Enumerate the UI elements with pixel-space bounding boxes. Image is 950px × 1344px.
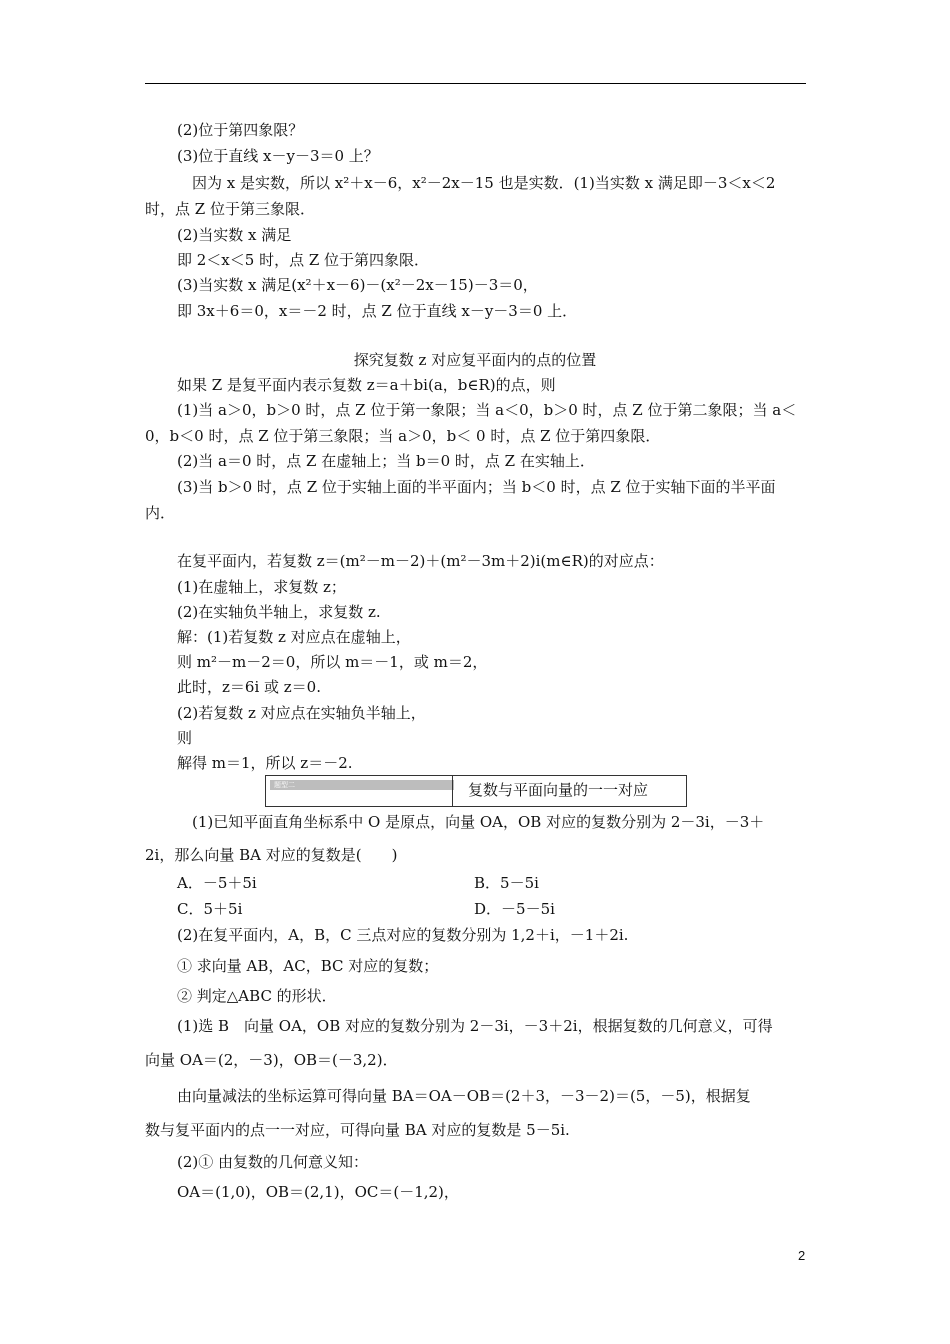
text-line: ② 判定△ABC 的形状． (177, 987, 337, 1005)
text-line: (3)位于直线 x－y－3＝0 上？ (177, 147, 379, 165)
text-line: 在复平面内，若复数 z＝(m²－m－2)＋(m²－3m＋2)i(m∈R)的对应点： (177, 552, 664, 570)
text-line: 解：(1)若复数 z 对应点在虚轴上， (177, 628, 411, 646)
text-line: 2i，那么向量 BA 对应的复数是( ) (145, 846, 398, 864)
text-line: (1)选 B 向量 OA，OB 对应的复数分别为 2－3i，－3＋2i，根据复数的几何意义，可得 (177, 1017, 773, 1035)
text-line: (2)① 由复数的几何意义知： (177, 1153, 369, 1171)
text-line: (2)若复数 z 对应点在实轴负半轴上， (177, 704, 426, 722)
text-line: D．－5－5i (474, 900, 555, 918)
header-rule (145, 83, 806, 84)
text-line: 解得 m＝1，所以 z＝－2. (177, 754, 353, 772)
text-line: 因为 x 是实数，所以 x²＋x－6，x²－2x－15 也是实数．(1)当实数 x 满足即－3＜x＜2 (192, 174, 776, 192)
text-line: OA＝(1,0)，OB＝(2,1)，OC＝(－1,2)， (177, 1183, 459, 1201)
section-heading: 探究复数 z 对应复平面内的点的位置 (353, 351, 597, 369)
text-line: (2)在复平面内，A，B，C 三点对应的复数分别为 1,2＋i，－1＋2i. (177, 926, 629, 944)
text-line: 此时，z＝6i 或 z＝0. (177, 678, 321, 696)
text-line: 即 3x＋6＝0，x＝－2 时，点 Z 位于直线 x－y－3＝0 上． (177, 302, 578, 320)
text-line: (2)在实轴负半轴上，求复数 z. (177, 603, 381, 621)
page-number: 2 (798, 1248, 806, 1263)
text-line: 向量 OA＝(2，－3)，OB＝(－3,2)． (145, 1051, 398, 1069)
text-line: (1)已知平面直角坐标系中 O 是原点，向量 OA，OB 对应的复数分别为 2－3i，－3＋ (192, 813, 765, 831)
section-banner (265, 775, 687, 807)
text-line: 0，b＜0 时，点 Z 位于第三象限；当 a＞0，b＜ 0 时，点 Z 位于第四象限． (145, 427, 661, 445)
text-line: (2)位于第四象限？ (177, 121, 304, 139)
text-line: 时，点 Z 位于第三象限． (145, 200, 315, 218)
text-line: 则 m²－m－2＝0，所以 m＝－1，或 m＝2， (177, 653, 488, 671)
text-line: B．5－5i (474, 874, 539, 892)
text-line: 由向量减法的坐标运算可得向量 BA＝OA－OB＝(2＋3，－3－2)＝(5，－5)，根据复 (177, 1087, 751, 1105)
text-line: 数与复平面内的点一一对应，可得向量 BA 对应的复数是 5－5i. (145, 1121, 570, 1139)
text-line: (1)当 a＞0，b＞0 时，点 Z 位于第一象限；当 a＜0，b＞0 时，点 Z 位于第二象限；当 a＜ (177, 401, 797, 419)
section-tag: 题型二 (270, 780, 454, 790)
text-line: 内． (145, 504, 176, 522)
text-line: A．－5＋5i (177, 874, 257, 892)
text-line: (2)当实数 x 满足 (177, 226, 292, 244)
banner-divider (452, 776, 453, 806)
text-line: (3)当 b＞0 时，点 Z 位于实轴上面的半平面内；当 b＜0 时，点 Z 位于实轴下面的半平面 (177, 478, 776, 496)
text-line: (3)当实数 x 满足(x²＋x－6)－(x²－2x－15)－3＝0， (177, 276, 538, 294)
text-line: ① 求向量 AB，AC，BC 对应的复数； (177, 957, 439, 975)
text-line: 如果 Z 是复平面内表示复数 z＝a＋bi(a，b∈R)的点，则 (177, 376, 556, 394)
text-line: C．5＋5i (177, 900, 243, 918)
text-line: (1)在虚轴上，求复数 z； (177, 578, 346, 596)
text-line: (2)当 a＝0 时，点 Z 在虚轴上；当 b＝0 时，点 Z 在实轴上． (177, 452, 595, 470)
text-line: 即 2＜x＜5 时，点 Z 位于第四象限． (177, 251, 430, 269)
text-line: 则 (177, 729, 193, 747)
section-title: 复数与平面向量的一一对应 (468, 781, 649, 799)
